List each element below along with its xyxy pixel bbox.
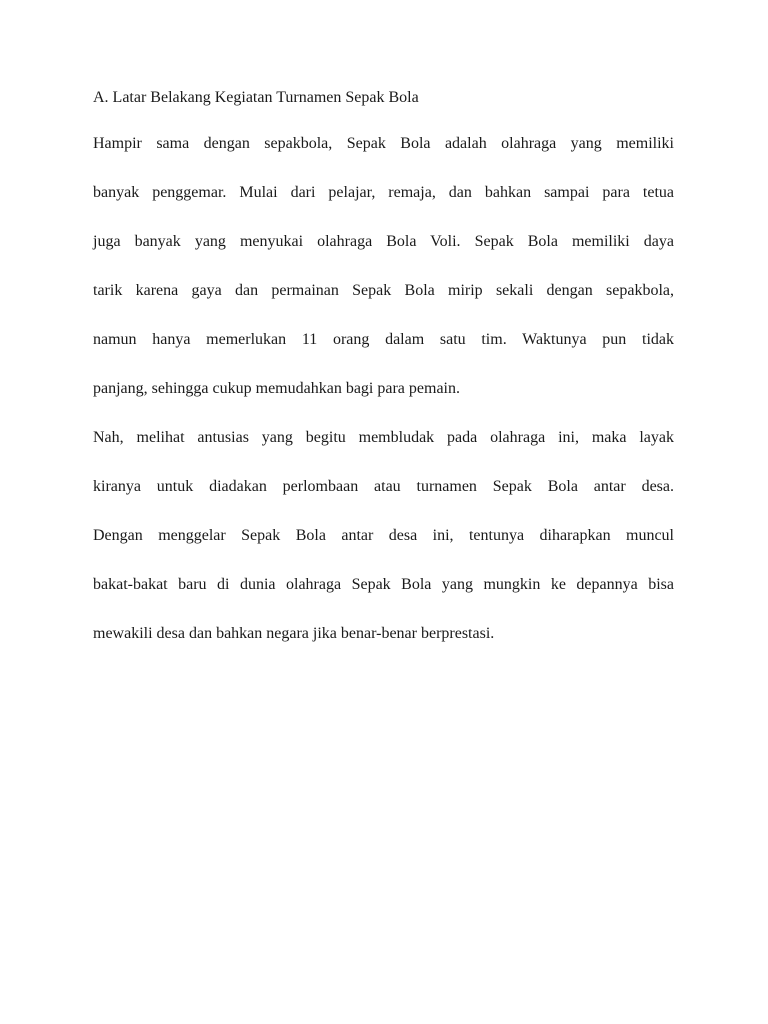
paragraph-line: juga banyak yang menyukai olahraga Bola Voli. Sepak Bola memiliki daya [93,233,674,250]
paragraph-2 [93,426,674,671]
paragraph-line: panjang, sehingga cukup memudahkan bagi para pemain. [93,380,460,397]
paragraph-line: Hampir sama dengan sepakbola, Sepak Bola adalah olahraga yang memiliki [93,135,674,152]
document-body [93,84,674,671]
paragraph-1 [93,132,674,426]
paragraph-line: Nah, melihat antusias yang begitu membludak pada olahraga ini, maka layak [93,429,674,446]
section-heading: A. Latar Belakang Kegiatan Turnamen Sepak Bola [93,89,419,106]
paragraph-line: mewakili desa dan bahkan negara jika benar-benar berprestasi. [93,625,495,642]
paragraph-line: namun hanya memerlukan 11 orang dalam satu tim. Waktunya pun tidak [93,331,674,348]
paragraph-line: tarik karena gaya dan permainan Sepak Bola mirip sekali dengan sepakbola, [93,282,674,299]
paragraph-line: kiranya untuk diadakan perlombaan atau turnamen Sepak Bola antar desa. [93,478,674,495]
paragraph-line: bakat-bakat baru di dunia olahraga Sepak Bola yang mungkin ke depannya bisa [93,576,674,593]
paragraph-line: Dengan menggelar Sepak Bola antar desa ini, tentunya diharapkan muncul [93,527,674,544]
paragraph-line: banyak penggemar. Mulai dari pelajar, remaja, dan bahkan sampai para tetua [93,184,674,201]
